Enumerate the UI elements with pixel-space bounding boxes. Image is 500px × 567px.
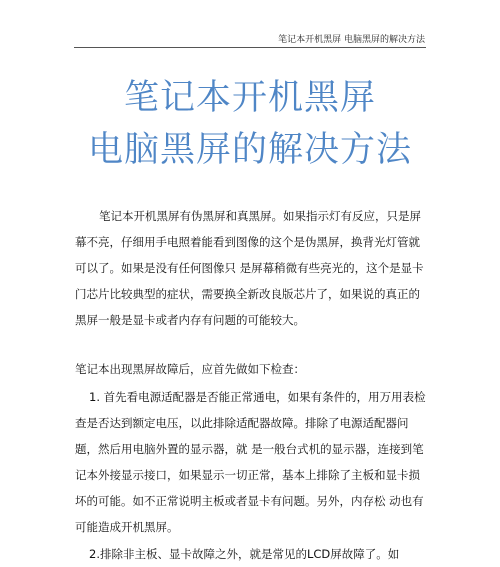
paragraph-step-2: 2.排除非主板、显卡故障之外，就是常见的LCD屏故障了。如 <box>89 547 400 561</box>
header-divider <box>74 47 426 48</box>
paragraph-intro: 笔记本开机黑屏有伪黑屏和真黑屏。如果指示灯有反应，只是屏幕不亮，仔细用手电照着能看到图像的这个是伪黑屏，换背光灯管就可以了。如果是没有任何图像只 是屏幕稍微有些亮光的，这个是显卡门芯片比较典型的症状，需要换全新改良版芯片了，如果说的真正的黑屏一般是显卡或者内存有问题的可能较大。 <box>75 209 424 327</box>
page-title-line-2: 电脑黑屏的解决方法 <box>87 130 412 170</box>
paragraph-step-1: 1. 首先看电源适配器是否能正常通电，如果有条件的，用万用表检查是否达到额定电压，以此排除适配器故障。排除了电源适配器问题，然后用电脑外置的显示器，就 是一般台式机的显示器，连接到笔记本外接显示接口，如果显示一切正常，基本上排除了主板和显卡损坏的可能。如不正常说明主板或者显卡有问题。另外，内存松 动也有可能造成开机黑屏。 <box>75 390 426 534</box>
paragraph-check-heading: 笔记本出现黑屏故障后，应首先做如下检查： <box>75 362 305 376</box>
page-title-line-1: 笔记本开机黑屏 <box>123 78 376 118</box>
running-header: 笔记本开机黑屏 电脑黑屏的解决方法 <box>278 35 425 45</box>
